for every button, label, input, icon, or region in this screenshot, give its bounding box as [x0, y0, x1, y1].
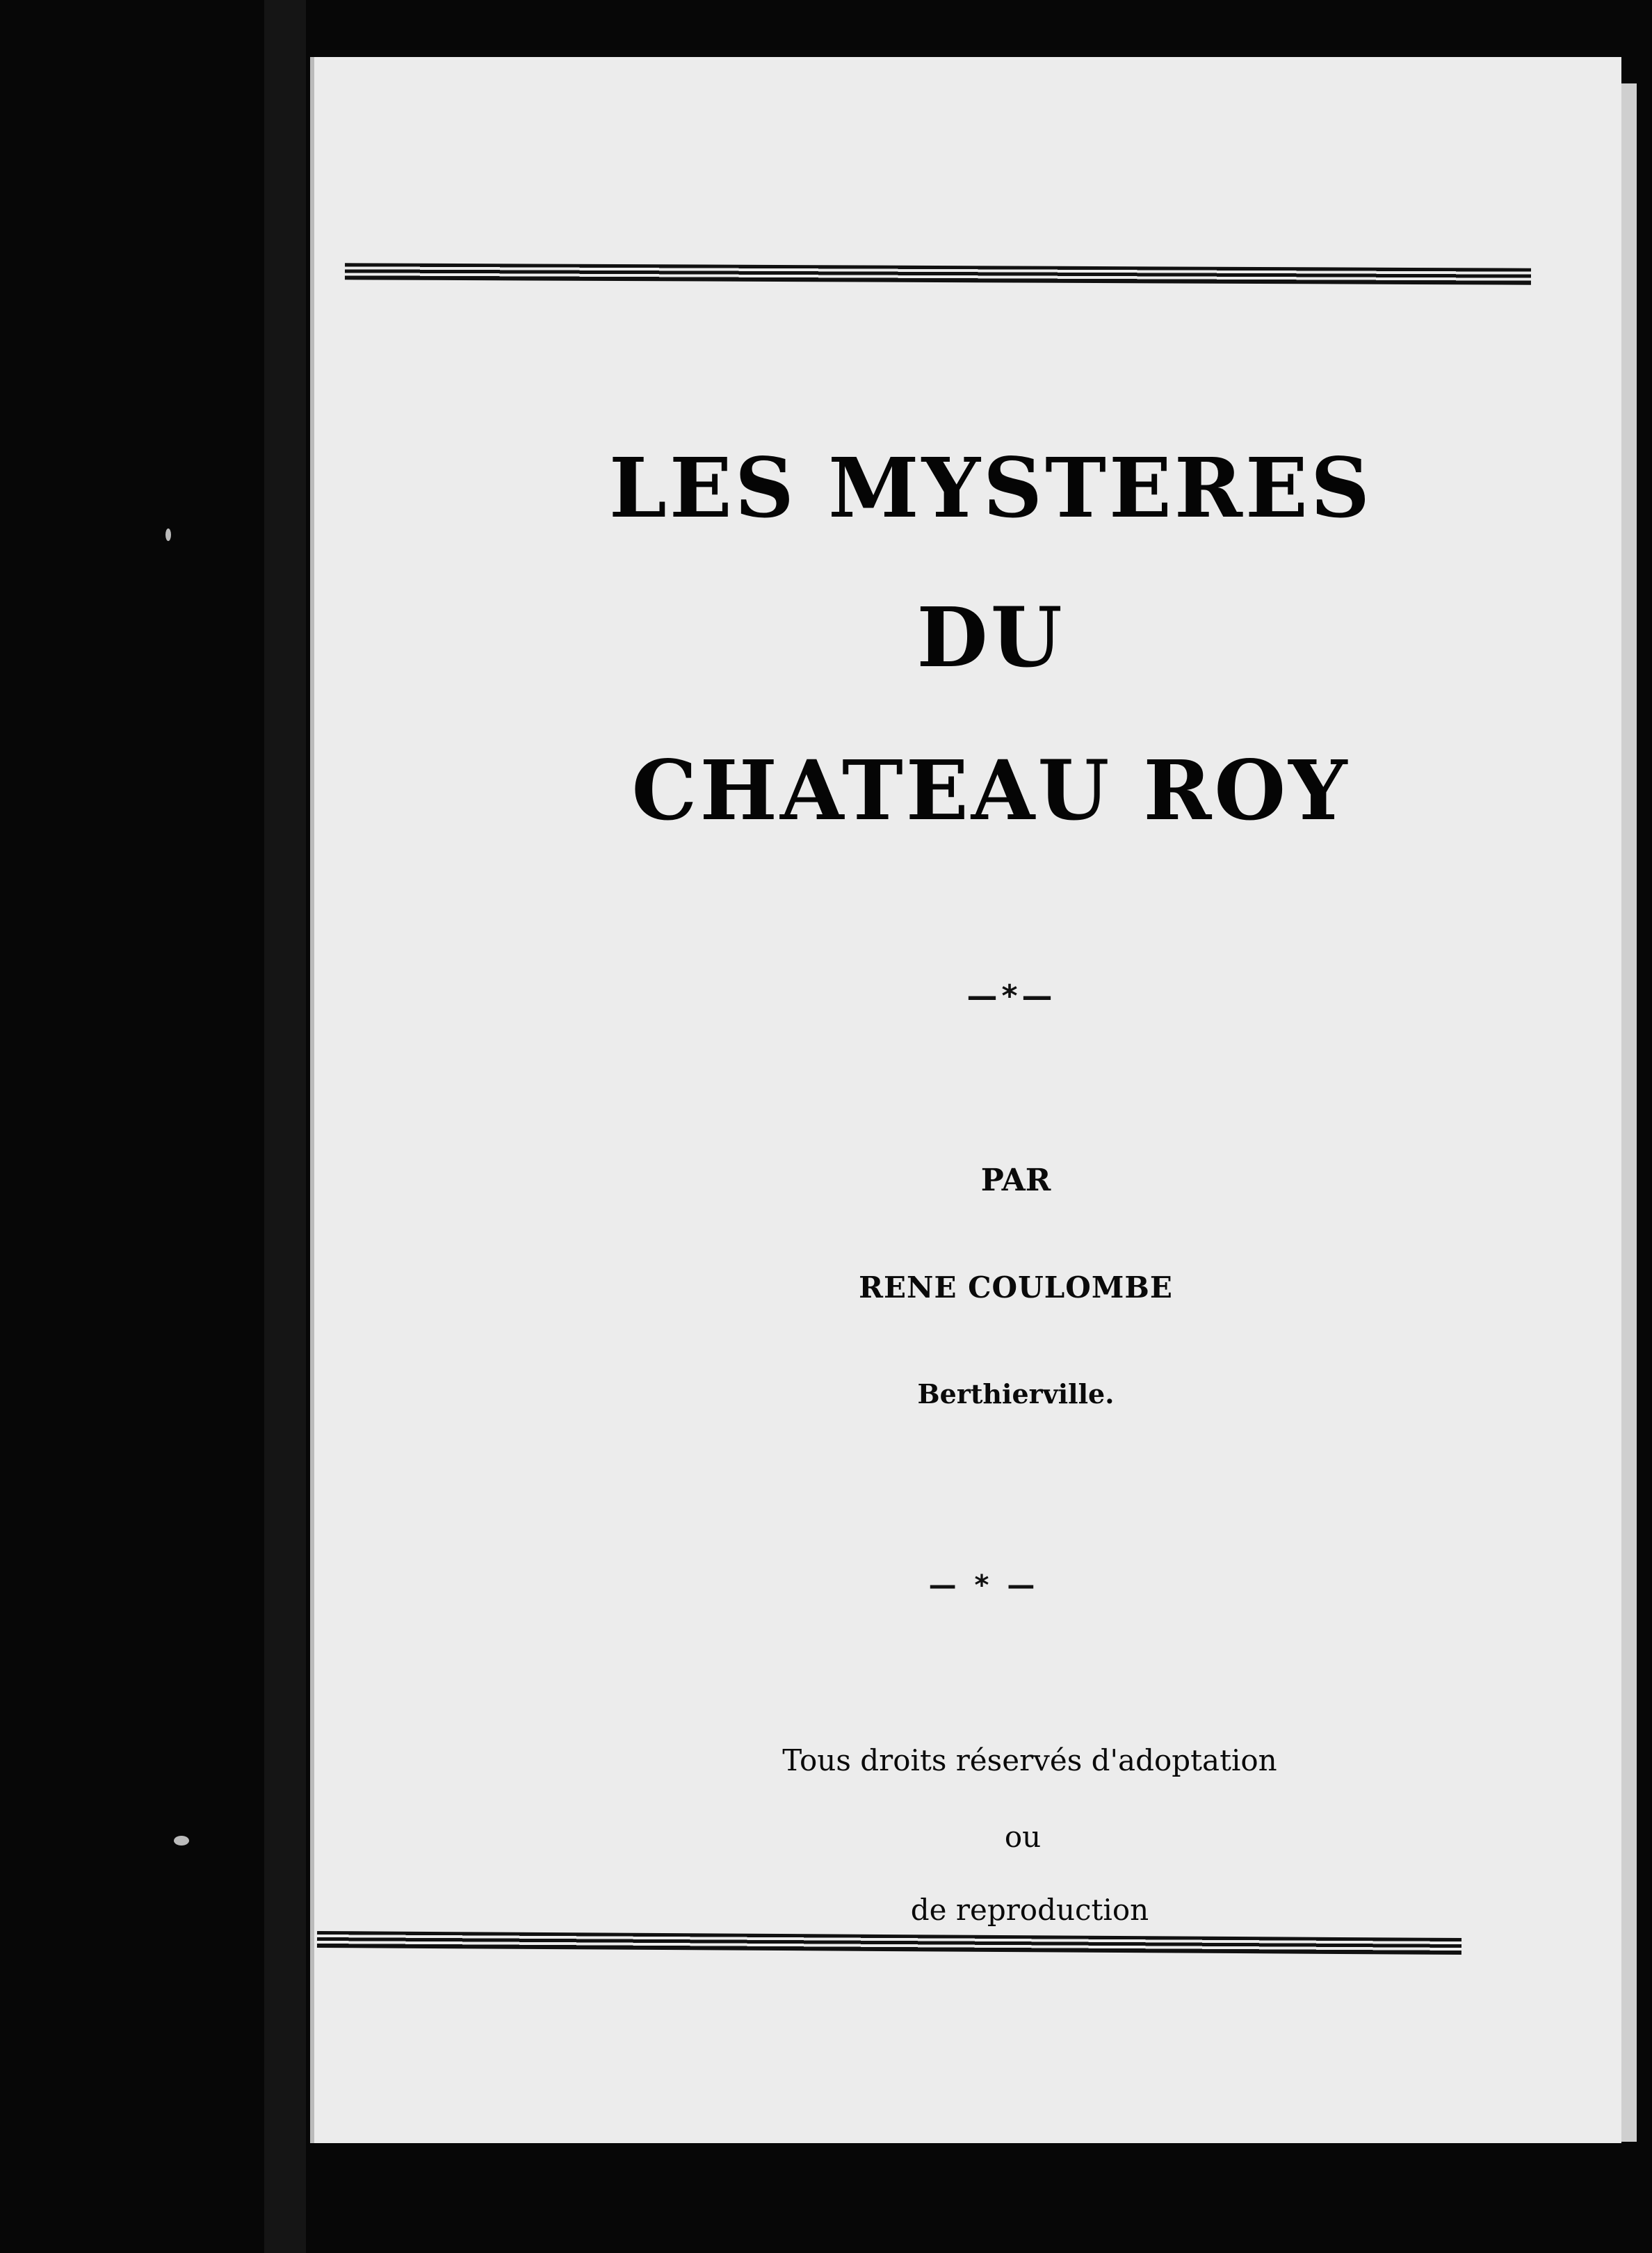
author-name: RENE COULOMBE — [859, 1270, 1173, 1305]
title-page — [310, 57, 1621, 2143]
bottom-decorative-rule — [317, 1931, 1461, 1955]
ornament-divider-1: —*— — [966, 978, 1057, 1014]
book-binding — [264, 0, 306, 2253]
title-line-2: DU — [916, 589, 1065, 686]
rights-notice-line-2: ou — [1004, 1820, 1042, 1854]
rights-notice-line-3: de reproduction — [910, 1893, 1149, 1927]
title-line-3: CHATEAU ROY — [631, 742, 1350, 839]
dust-speck — [174, 1836, 189, 1846]
top-decorative-rule — [345, 263, 1531, 284]
rights-notice-line-1: Tous droits réservés d'adoptation — [782, 1743, 1277, 1777]
title-line-1: LES MYSTERES — [608, 439, 1373, 536]
author-place: Berthierville. — [917, 1378, 1115, 1410]
ornament-divider-2: — * — — [928, 1569, 1039, 1601]
byline-par: PAR — [980, 1163, 1051, 1198]
dust-speck — [165, 528, 171, 541]
